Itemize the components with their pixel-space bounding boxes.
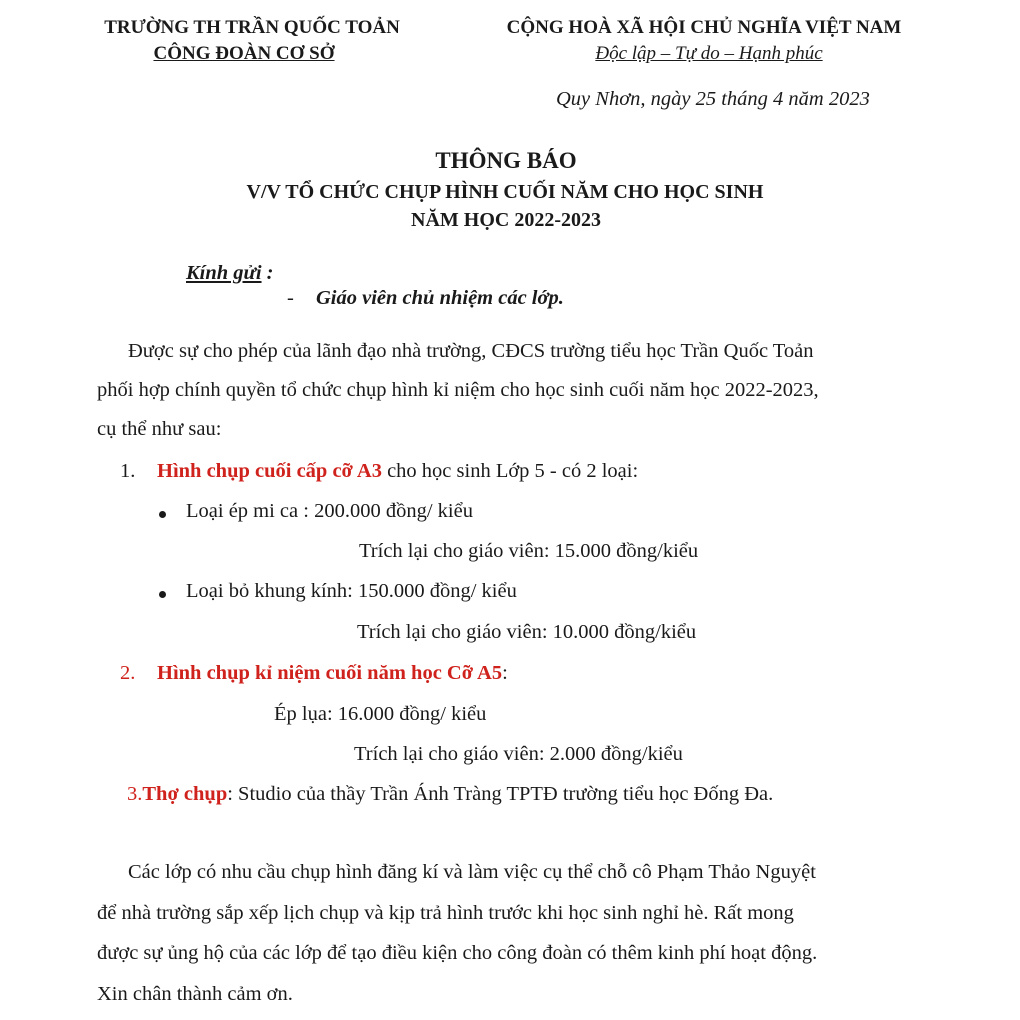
closing-line-3: được sự ủng hộ của các lớp để tạo điều kiện cho công đoàn có thêm kinh phí hoạt động. [97, 942, 818, 964]
item-3-rest: : Studio của thầy Trần Ánh Tràng TPTĐ trường tiểu học Đống Đa. [227, 783, 774, 805]
item-1-option-b: Loại bỏ khung kính: 150.000 đồng/ kiểu [186, 580, 517, 602]
document-title: THÔNG BÁO [435, 148, 577, 173]
item-1-rest: cho học sinh Lớp 5 - có 2 loại: [381, 460, 639, 482]
item-2-option-share: Trích lại cho giáo viên: 2.000 đồng/kiểu [354, 743, 683, 765]
item-3-heading: Thợ chụp [142, 783, 228, 805]
item-1-number: 1. [120, 460, 136, 482]
item-2-heading: Hình chụp kỉ niệm cuối năm học Cỡ A5 [157, 662, 503, 684]
closing-line-4: Xin chân thành cảm ơn. [97, 983, 293, 1005]
national-motto: Độc lập – Tự do – Hạnh phúc [595, 43, 823, 64]
intro-line-3: cụ thể như sau: [97, 418, 222, 440]
item-1-option-b-share: Trích lại cho giáo viên: 10.000 đồng/kiểu [357, 621, 697, 643]
document-subject: V/V TỔ CHỨC CHỤP HÌNH CUỐI NĂM CHO HỌC SINH [246, 181, 764, 203]
bullet-icon [159, 591, 166, 598]
item-1-option-a: Loại ép mi ca : 200.000 đồng/ kiểu [186, 500, 473, 522]
item-2-option: Ép lụa: 16.000 đồng/ kiểu [274, 703, 487, 725]
item-1-heading: Hình chụp cuối cấp cỡ A3 [157, 460, 382, 482]
school-year: NĂM HỌC 2022-2023 [411, 209, 601, 231]
item-2-line [157, 662, 508, 685]
place-date: Quy Nhơn, ngày 25 tháng 4 năm 2023 [556, 88, 870, 110]
intro-line-2: phối hợp chính quyền tổ chức chụp hình kỉ niệm cho học sinh cuối năm học 2022-2023, [97, 379, 819, 401]
recipient-colon: : [261, 262, 274, 284]
closing-line-2: để nhà trường sắp xếp lịch chụp và kịp trả hình trước khi học sinh nghỉ hè. Rất mong [97, 902, 794, 924]
closing-line-1: Các lớp có nhu cầu chụp hình đăng kí và làm việc cụ thể chỗ cô Phạm Thảo Nguyệt [128, 861, 816, 883]
bullet-icon [159, 511, 166, 518]
item-1-option-a-share: Trích lại cho giáo viên: 15.000 đồng/kiểu [359, 540, 699, 562]
intro-line-1: Được sự cho phép của lãnh đạo nhà trường, CĐCS trường tiểu học Trần Quốc Toản [128, 340, 814, 362]
recipient-dash: - [287, 287, 294, 309]
item-3-line [127, 783, 773, 806]
item-3-number: 3. [127, 783, 143, 805]
country-name: CỘNG HOÀ XÃ HỘI CHỦ NGHĨA VIỆT NAM [506, 17, 902, 38]
union-name: CÔNG ĐOÀN CƠ SỞ [153, 43, 335, 64]
item-2-colon: : [502, 662, 508, 684]
recipient-label-text: Kính gửi [186, 262, 262, 284]
recipient-name: Giáo viên chủ nhiệm các lớp. [316, 287, 564, 309]
item-1-line [157, 460, 638, 483]
item-2-number: 2. [120, 662, 136, 684]
recipient-label [186, 262, 273, 285]
school-name: TRƯỜNG TH TRẦN QUỐC TOẢN [104, 17, 400, 38]
